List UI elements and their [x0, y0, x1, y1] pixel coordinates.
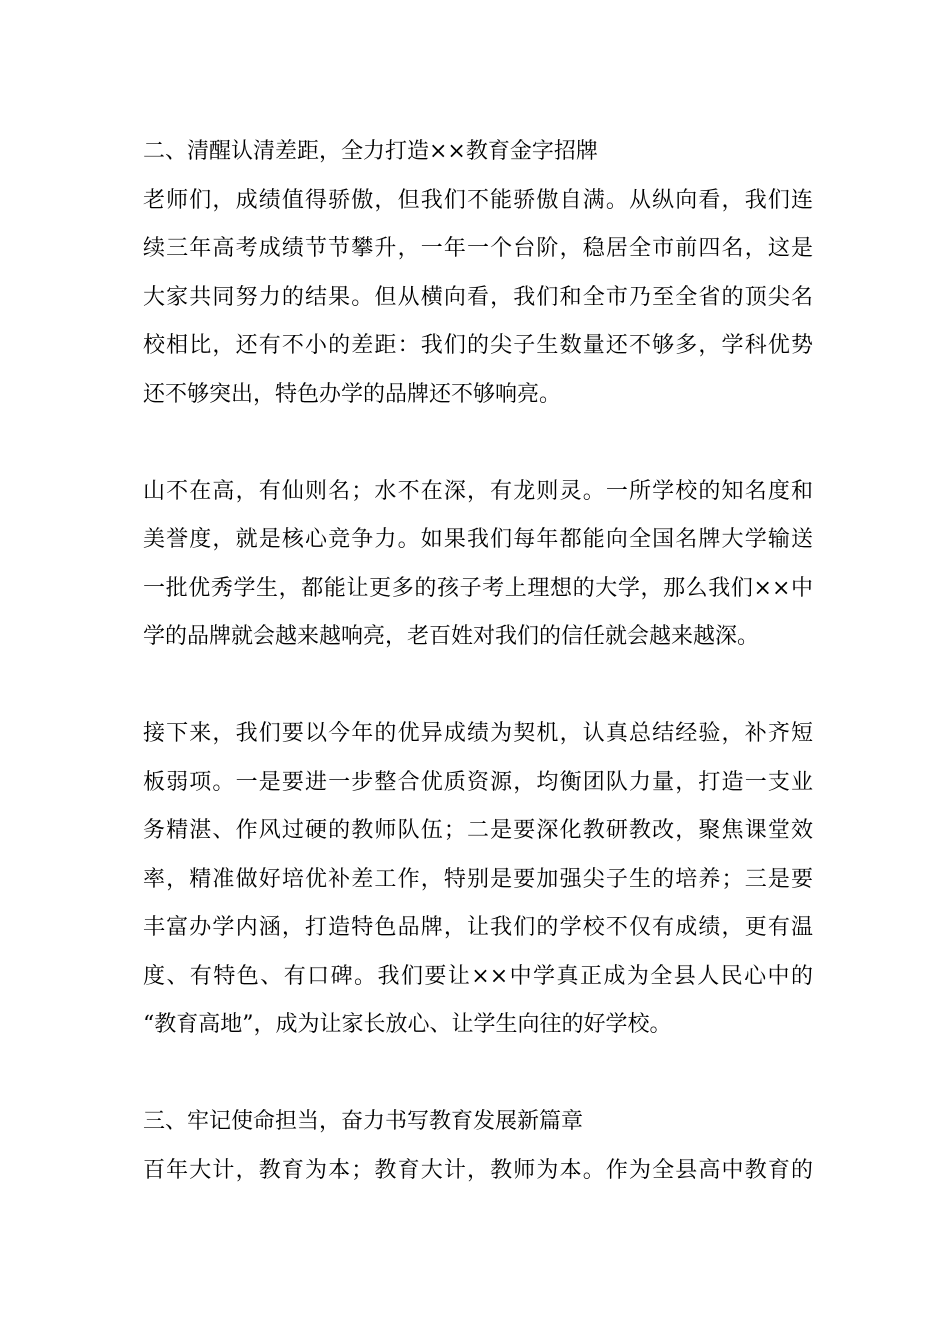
paragraph-line: 学的品牌就会越来越响亮，老百姓对我们的信任就会越来越深。	[143, 624, 760, 649]
paragraph-line: 续三年高考成绩节节攀升，一年一个台阶，稳居全市前四名，这是	[143, 236, 813, 261]
paragraph-line: 百年大计，教育为本；教育大计，教师为本。作为全县高中教育的	[143, 1157, 813, 1183]
paragraph-line: 还不够突出，特色办学的品牌还不够响亮。	[143, 381, 562, 407]
paragraph-line: 务精湛、作风过硬的教师队伍；二是要深化教研教改，聚焦课堂效	[143, 818, 813, 843]
paragraph-4	[143, 1147, 813, 1196]
paragraph-line: “教育高地”，成为让家长放心、让学生向往的好学校。	[143, 1012, 672, 1037]
paragraph-line: 丰富办学内涵，打造特色品牌，让我们的学校不仅有成绩，更有温	[143, 915, 813, 940]
paragraph-line: 山不在高，有仙则名；水不在深，有龙则灵。一所学校的知名度和	[143, 478, 813, 504]
paragraph-line: 接下来，我们要以今年的优异成绩为契机，认真总结经验，补齐短	[143, 721, 813, 746]
paragraph-line: 板弱项。一是要进一步整合优质资源，均衡团队力量，打造一支业	[143, 769, 813, 795]
paragraph-2	[143, 468, 813, 662]
paragraph-spacer	[143, 662, 813, 711]
paragraph-spacer	[143, 1050, 813, 1099]
paragraph-line: 校相比，还有不小的差距：我们的尖子生数量还不够多，学科优势	[143, 333, 813, 358]
paragraph-line: 度、有特色、有口碑。我们要让××中学真正成为全县人民心中的	[143, 963, 813, 989]
paragraph-line: 一批优秀学生，都能让更多的孩子考上理想的大学，那么我们××中	[143, 575, 813, 601]
paragraph-line: 美誉度，就是核心竞争力。如果我们每年都能向全国名牌大学输送	[143, 527, 813, 552]
paragraph-line: 率，精准做好培优补差工作，特别是要加强尖子生的培养；三是要	[143, 866, 813, 892]
paragraph-spacer	[143, 419, 813, 468]
paragraph-1	[143, 177, 813, 420]
document-body	[143, 128, 813, 1195]
paragraph-line: 老师们，成绩值得骄傲，但我们不能骄傲自满。从纵向看，我们连	[143, 187, 813, 213]
paragraph-3	[143, 710, 813, 1050]
section-heading-2: 二、清醒认清差距，全力打造××教育金字招牌	[143, 139, 598, 164]
section-heading-3: 三、牢记使命担当，奋力书写教育发展新篇章	[143, 1109, 584, 1134]
paragraph-line: 大家共同努力的结果。但从横向看，我们和全市乃至全省的顶尖名	[143, 284, 813, 310]
